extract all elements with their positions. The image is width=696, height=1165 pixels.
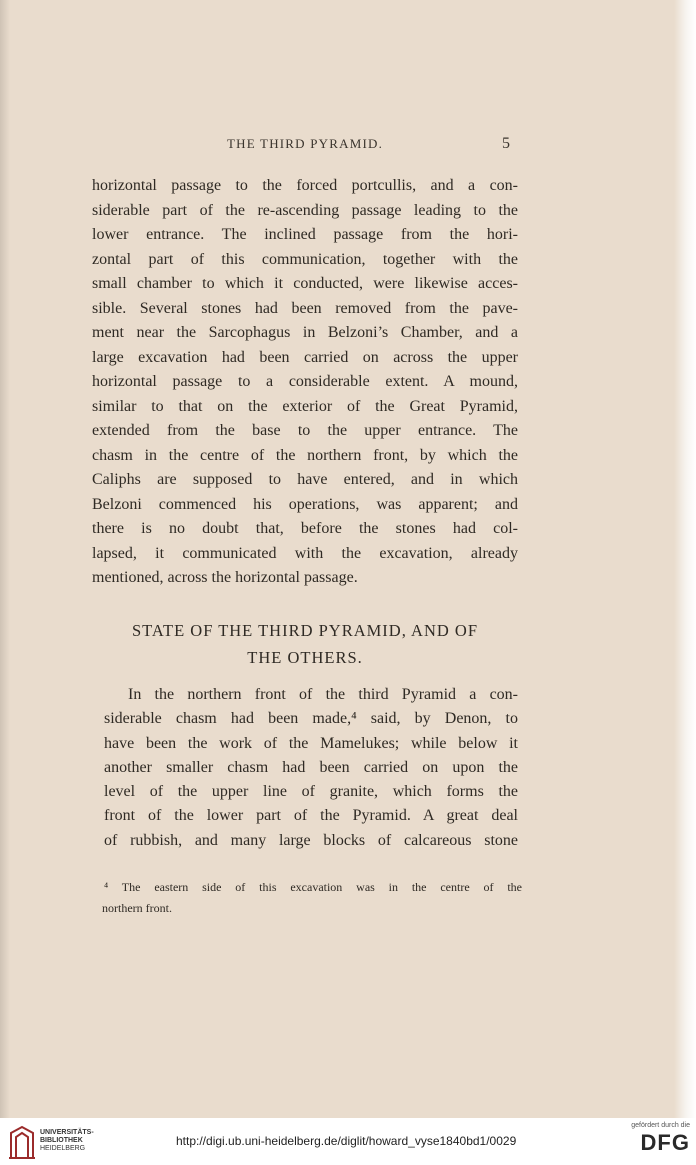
text-line: lapsed, it communicated with the excavation, already (92, 544, 518, 562)
funder-caption: gefördert durch die (631, 1122, 690, 1129)
running-title: THE THIRD PYRAMID. (226, 136, 384, 151)
footnote-line: ⁴ The eastern side of this excavation was in the centre of the (104, 880, 522, 894)
text-line: there is no doubt that, before the stones had col- (92, 520, 518, 537)
text-line: have been the work of the Mamelukes; while below it (104, 734, 518, 752)
section-heading (92, 617, 518, 671)
running-head (92, 136, 518, 158)
text-line: large excavation had been carried on across the upper (92, 348, 518, 366)
text-line: siderable chasm had been made,⁴ said, by Denon, to (104, 710, 518, 728)
text-line: Belzoni commenced his operations, was apparent; and (92, 495, 518, 513)
footnote (104, 877, 522, 919)
paragraph-2 (104, 683, 518, 853)
text-line: ment near the Sarcophagus in Belzoni’s Chamber, and a (92, 324, 518, 341)
text-line: of rubbish, and many large blocks of calcareous stone (104, 831, 518, 849)
paragraph-1 (92, 174, 518, 591)
page-gutter-shadow (0, 0, 10, 1118)
text-line: front of the lower part of the Pyramid. A great deal (104, 807, 518, 825)
text-line: mentioned, across the horizontal passage. (92, 569, 358, 586)
page-number: 5 (502, 135, 510, 152)
text-line: zontal part of this communication, together with the (92, 250, 518, 268)
text-line: another smaller chasm had been carried on upon the (104, 758, 518, 776)
text-line: level of the upper line of granite, which forms the (104, 783, 518, 801)
text-line: similar to that on the exterior of the Great Pyramid, (92, 397, 518, 415)
page-edge-highlight (674, 0, 696, 1118)
text-line: In the northern front of the third Pyramid a con- (128, 686, 518, 703)
library-logo-icon (8, 1125, 36, 1159)
text-line: Caliphs are supposed to have entered, and in which (92, 471, 518, 488)
library-name-line: HEIDELBERG (40, 1145, 86, 1152)
text-line: siderable part of the re-ascending passage leading to the (92, 201, 518, 219)
funder-credit (608, 1122, 690, 1155)
viewer-footer (0, 1118, 696, 1165)
library-name-line: BIBLIOTHEK (40, 1137, 83, 1144)
library-name (40, 1129, 94, 1153)
library-name-line: UNIVERSITÄTS- (40, 1129, 94, 1136)
text-line: horizontal passage to a considerable extent. A mound, (92, 373, 518, 390)
text-line: chasm in the centre of the northern front, by which the (92, 446, 518, 464)
section-heading-line: THE OTHERS. (247, 648, 363, 667)
text-line: sible. Several stones had been removed from the pave- (92, 299, 518, 317)
text-line: extended from the base to the upper entrance. The (92, 422, 518, 439)
text-line: small chamber to which it conducted, were likewise acces- (92, 275, 518, 292)
dfg-logo: DFG (640, 1130, 690, 1155)
text-line: horizontal passage to the forced portcullis, and a con- (92, 177, 518, 194)
footnote-line: northern front. (102, 901, 172, 915)
section-heading-line: STATE OF THE THIRD PYRAMID, AND OF (131, 621, 479, 640)
permalink-url[interactable]: http://digi.ub.uni-heidelberg.de/diglit/howard_vyse1840bd1/0029 (176, 1134, 517, 1148)
text-line: lower entrance. The inclined passage from the hori- (92, 226, 518, 243)
